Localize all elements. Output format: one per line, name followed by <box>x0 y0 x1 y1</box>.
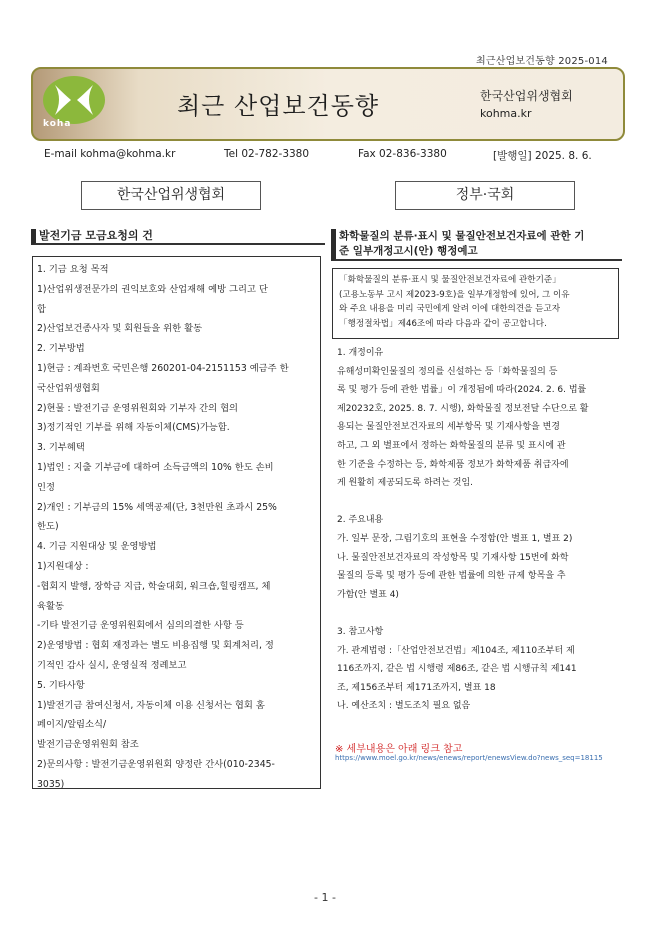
section-government: 정부·국회 <box>395 181 575 210</box>
left-article-line: 페이지/알림소식/ <box>37 719 107 731</box>
left-article-line: 기적인 감사 실시, 운영실적 정례보고 <box>37 659 187 671</box>
right-summary-line: 「행정절차법」제46조에 따라 다음과 같이 공고합니다. <box>339 318 547 329</box>
right-summary-line: 「화학물질의 분류·표시 및 물질안전보건자료에 관한기준」 <box>339 275 561 285</box>
page-title: 최근 산업보건동향 <box>177 92 380 120</box>
right-heading-line2: 준 일부개정고시(안) 행정예고 <box>339 245 478 257</box>
left-article-line: 국산업위생협회 <box>37 382 100 394</box>
right-summary-line: 와 주요 내용을 미리 국민에게 알려 이에 대한의견을 듣고자 <box>339 304 561 314</box>
issue-number: 최근산업보건동향 2025-014 <box>475 56 608 67</box>
left-article-line: 4. 기금 지원대상 및 운영방법 <box>37 541 157 553</box>
right-article-line: 물질의 등록 및 평가 등에 관한 법률에 의한 규제 항목을 추 <box>337 571 566 582</box>
left-article-heading: 발전기금 모금요청의 건 <box>31 229 325 245</box>
right-article-line: 게 원활히 제공되도록 하려는 것임. <box>337 478 474 489</box>
left-article-line: 2)현물 : 발전기금 운영위원회와 기부자 간의 협의 <box>37 402 239 414</box>
left-article-line: 1)현금 : 계좌번호 국민은행 260201-04-2151153 예금주 한 <box>37 362 289 374</box>
contact-fax: Fax 02-836-3380 <box>358 148 447 160</box>
left-article-line: 3)정기적인 기부를 위해 자동이체(CMS)가능함. <box>37 422 230 434</box>
left-article-line: 2)문의사항 : 발전기금운영위원회 양정란 간사(010-2345- <box>37 758 275 770</box>
header-banner <box>31 67 625 141</box>
right-article-line: 116조까지, 같은 법 시행령 제86조, 같은 법 시행규칙 제141 <box>337 664 577 675</box>
left-article-line: 2. 기부방법 <box>37 343 85 355</box>
left-article-line: 1)지원대상 : <box>37 560 89 572</box>
right-article-line: 2. 주요내용 <box>337 515 384 526</box>
right-article-line: 용되는 물질안전보건자료의 세부항목 및 기재사항을 변경 <box>337 422 560 433</box>
right-article-line: 하고, 그 외 별표에서 정하는 화학물질의 분류 및 표시에 관 <box>337 440 566 451</box>
left-article-line: 2)산업보건종사자 및 회원들을 위한 활동 <box>37 323 203 335</box>
contact-email[interactable]: E-mail kohma@kohma.kr <box>44 148 176 160</box>
contact-tel: Tel 02-782-3380 <box>224 148 310 160</box>
left-article-line: 인정 <box>37 481 55 493</box>
right-heading-line1: 화학물질의 분류·표시 및 물질안전보건자료에 관한 기 <box>339 230 585 242</box>
logo-wordmark: koha <box>43 119 72 129</box>
right-article-line: 가. 관계법령 :「산업안전보건법」제104조, 제110조부터 제 <box>337 645 575 656</box>
right-article-line <box>337 604 619 623</box>
right-article-heading <box>331 229 622 261</box>
right-summary-box <box>332 268 619 339</box>
right-article-line: 조, 제156조부터 제171조까지, 별표 18 <box>337 682 496 693</box>
right-article-line: 나. 물질안전보건자료의 작성항목 및 기재사항 15번에 화학 <box>337 552 569 563</box>
left-article-line: 1)법인 : 지출 기부금에 대하여 소득금액의 10% 한도 손비 <box>37 461 274 473</box>
left-article-line: 1. 기금 요청 목적 <box>37 264 109 275</box>
right-article-line: 3. 참고사항 <box>337 626 384 637</box>
right-article-line: 가. 일부 문장, 그림기호의 표현을 수정함(안 별표 1, 별표 2) <box>337 533 573 544</box>
left-article-box <box>32 256 321 789</box>
left-article-line: 합 <box>37 303 46 315</box>
left-article-line: 5. 기타사항 <box>37 679 85 691</box>
right-article-line: 제20232호, 2025. 8. 7. 시행), 화학물질 정보전달 수단으로 활 <box>337 403 589 414</box>
left-article-line: 2)운영방법 : 협회 재정과는 별도 비용집행 및 회계처리, 정 <box>37 640 274 652</box>
left-article-line: 1)산업위생전문가의 권익보호와 산업재해 예방 그리고 단 <box>37 283 268 295</box>
section-kohma: 한국산업위생협회 <box>81 181 261 210</box>
right-article-line: 한 기준을 수정하는 등, 화학제품 정보가 화학제품 취급자에 <box>337 459 569 470</box>
right-article-line: 록 및 평가 등에 관한 법률」이 개정됨에 따라(2024. 2. 6. 법률 <box>337 385 587 396</box>
right-article-line: 가함(안 별표 4) <box>337 589 399 600</box>
left-article-body <box>37 260 317 795</box>
left-article-line: 3. 기부혜택 <box>37 442 85 454</box>
right-article-line: 유해성미확인물질의 정의를 신설하는 등「화학물질의 등 <box>337 366 558 377</box>
left-article-line: 발전기금운영위원회 참조 <box>37 739 139 751</box>
left-article-line: 1)발전기금 참여신청서, 자동이체 이용 신청서는 협회 홈 <box>37 699 265 711</box>
right-article-line: 나. 예산조치 : 별도조치 필요 없음 <box>337 701 471 712</box>
reference-link[interactable]: https://www.moel.go.kr/news/enews/report/enewsView.do?news_seq=18115 <box>335 754 603 762</box>
left-article-line: 3035) <box>37 778 65 790</box>
reference-note: ※ 세부내용은 아래 링크 참고 <box>335 744 463 755</box>
right-article-body <box>337 344 619 716</box>
left-article-line: 2)개인 : 기부금의 15% 세액공제(단, 3천만원 초과시 25% <box>37 501 277 513</box>
publish-date: [발행일] 2025. 8. 6. <box>493 150 592 162</box>
left-article-line: -협회지 발행, 장학금 지급, 학술대회, 워크숍,힐링캠프, 체 <box>37 580 271 592</box>
right-summary-text <box>339 273 614 331</box>
right-summary-line: (고용노동부 고시 제2023-9호)을 일부개정함에 있어, 그 이유 <box>339 289 570 300</box>
publisher-url[interactable]: kohma.kr <box>480 107 532 120</box>
page-number: - 1 - <box>314 891 336 904</box>
left-article-line: 육활동 <box>37 600 64 612</box>
left-article-line: -기타 발전기금 운영위원회에서 심의의결한 사항 등 <box>37 620 244 632</box>
right-article-line: 1. 개정이유 <box>337 348 384 358</box>
publisher-name: 한국산업위생협회 <box>480 89 573 103</box>
left-article-line: 한도) <box>37 521 59 533</box>
right-article-line <box>337 493 619 512</box>
